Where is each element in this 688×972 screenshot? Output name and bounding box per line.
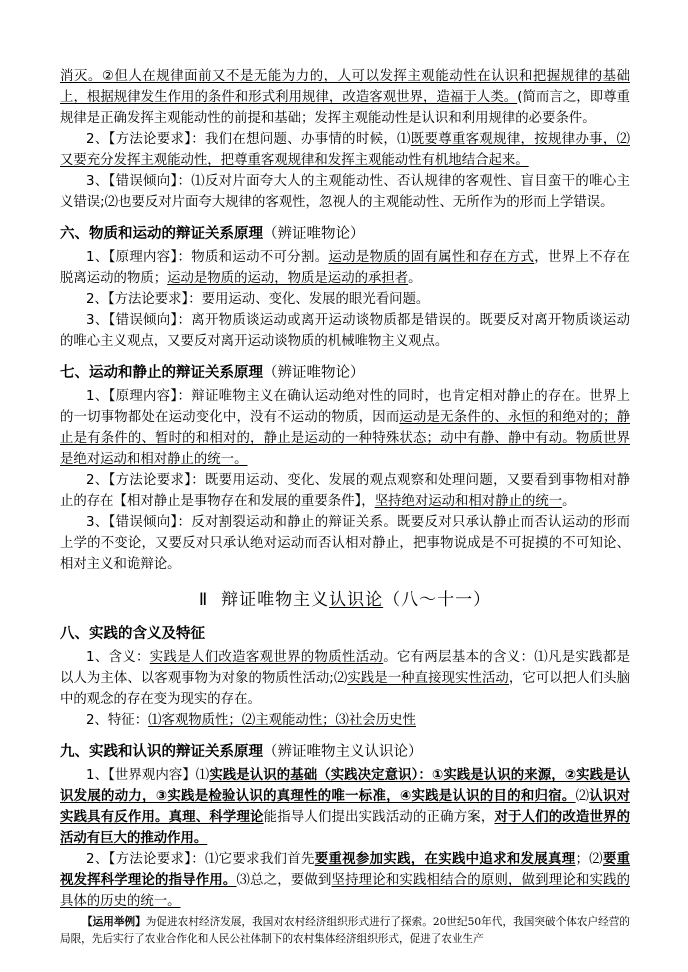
section-7-principle xyxy=(60,386,630,470)
s8-underline-2: 实践是一种直接现实性活动 xyxy=(347,671,509,686)
s9-method-a: 2、【方法论要求】：⑴它要求我们首先 xyxy=(86,852,315,867)
s8-features-label: 2、特征： xyxy=(86,713,149,728)
section-8-heading: 八、实践的含义及特征 xyxy=(60,626,205,642)
law-continuation-paragraph xyxy=(60,66,630,129)
s8-underline-1: 实践是人们改造客观世界的物质性活动 xyxy=(149,650,384,665)
section-6-method: 2、【方法论要求】：要用运动、变化、发展的眼光看问题。 xyxy=(86,292,430,307)
section-6-tag: （辨证唯物论） xyxy=(263,226,365,242)
s9-method-underline-3: 坚持理论和实践相结合的原则，做到理论和实践的具体的历史的统一。 xyxy=(60,873,631,909)
s6-text-c: 。 xyxy=(408,271,422,286)
part-2-title-underlined: 认识论 xyxy=(329,590,384,610)
s7-underline: 运动是无条件的、永恒的和绝对的；静止是有条件的、暂时的和相对的，静止是运动的一种特殊状态；动中有静、静中有动。物质世界是绝对运动和相对静止的统一。 xyxy=(60,410,631,467)
section-6-principle xyxy=(60,247,630,289)
part-2-numeral: Ⅱ xyxy=(198,590,209,610)
s9-text-c: 能指导人们提出实践活动的正确方案， xyxy=(263,810,495,825)
part-2-title-a: 辩证唯物主义 xyxy=(221,590,330,610)
s9-method-b: ；⑵ xyxy=(575,852,603,867)
s9-underline-bold-1: 实践是认识的基础（实践决定意识）：①实践是认识的来源，②实践是认识发展的动力，③实践是检验认识的真理性的唯一标准，④实践是认识的目的和归宿。 xyxy=(60,768,630,804)
s8-text-a: 1、含义： xyxy=(86,650,150,665)
s6-underline-2: 运动是物质的运动，物质是运动的承担者 xyxy=(167,271,409,286)
s9-underline-bold-3: 对于人们的改造世界的活动有巨大的推动作用。 xyxy=(60,810,631,846)
example-label: 【运用举例】 xyxy=(82,916,146,928)
law-error-paragraph: 3、【错误倾向】：⑴反对片面夸大人的主观能动性、否认规律的客观性、盲目蛮干的唯心主义错误;⑵也要反对片面夸大规律的客观性，忽视人的主观能动性、无所作为的形而上学错误。 xyxy=(60,174,630,210)
s7-method-b: 。 xyxy=(562,494,576,509)
s8-text-b: 。它有两层基本的含义：⑴凡是实践都是以人为主体、以客观事物为对象的物质性活动;⑵ xyxy=(60,650,631,686)
s7-method-a: 2、【方法论要求】：既要用运动、变化、发展的观点观察和处理问题，又要看到事物相对静止的存在【相对静止是事物存在和发展的重要条件】， xyxy=(60,473,630,509)
s7-text-a: 1、【原理内容】：辩证唯物主义在确认运动绝对性的同时，也肯定相对静止的存在。世界上的一切事物都处在运动变化中，没有不运动的物质，因而 xyxy=(60,389,630,425)
law-summary-tail: (简而言之，即尊重规律是正确发挥主观能动性的前提和基础；发挥主观能动性是认识和利用规律的必要条件。 xyxy=(60,90,631,126)
section-9-worldview xyxy=(60,765,630,849)
law-summary-underlined: 消灭。②但人在规律面前又不是无能为力的，人可以发挥主观能动性在认识和把握规律的基础上，根据规律发生作用的条件和形式利用规律，改造客观世界，造福于人类。 xyxy=(60,69,630,105)
section-9-title: 九、实践和认识的辩证关系原理 xyxy=(60,744,263,760)
section-7-method xyxy=(60,470,630,512)
example-paragraph xyxy=(60,914,630,948)
s7-method-underline: 坚持绝对运动和相对静止的统一 xyxy=(374,494,563,509)
s8-text-c: ，它可以把人们头脑中的观念的存在变为现实的存在。 xyxy=(60,671,631,707)
section-6-error: 3、【错误倾向】：离开物质谈运动或离开运动谈物质都是错误的。既要反对离开物质谈运动的唯心主义观点，又要反对离开运动谈物质的机械唯物主义观点。 xyxy=(60,313,630,349)
s6-underline-1: 运动是物质的固有属性和存在方式 xyxy=(328,250,535,265)
example-text: 为促进农村经济发展，我国对农村经济组织形式进行了探索。20世纪50年代，我国突破个体农户经营的局限，先后实行了农业合作化和人民公社体制下的农村集体经济组织形式，促进了农业生产 xyxy=(60,916,630,945)
section-7-heading xyxy=(60,362,630,384)
law-method-underlined: 既要尊重客观规律，按规律办事，⑵又要充分发挥主观能动性，把尊重客观规律和发挥主观能动性有机地结合起来。 xyxy=(60,132,630,168)
s9-text-b: ⑵ xyxy=(575,789,590,804)
section-9-method xyxy=(60,849,630,912)
s9-method-underline-2: 要重视发挥科学理论的指导作用。 xyxy=(60,852,631,888)
section-8-features xyxy=(60,710,630,731)
s9-text-a: 1、【世界观内容】⑴ xyxy=(86,768,210,783)
section-9-tag: （辨证唯物主义认识论） xyxy=(263,744,423,760)
part-2-heading xyxy=(60,587,630,613)
section-7-error: 3、【错误倾向】：反对割裂运动和静止的辩证关系。既要反对只承认静止而否认运动的形而上学的不变论，又要反对只承认绝对运动而否认相对静止，把事物说成是不可捉摸的不可知论、相对主义和诡辩论。 xyxy=(60,515,630,572)
section-6-title: 六、物质和运动的辩证关系原理 xyxy=(60,226,263,242)
law-method-paragraph xyxy=(60,129,630,171)
s6-text-b: ，世界上不存在脱离运动的物质； xyxy=(60,250,631,286)
section-6-heading xyxy=(60,223,630,245)
section-7-tag: （辨证唯物论） xyxy=(263,365,365,381)
section-9-heading xyxy=(60,741,630,763)
part-2-range: （八～十一） xyxy=(383,590,492,610)
s9-method-underline-1: 要重视参加实践，在实践中追求和发展真理 xyxy=(314,852,576,867)
s6-text-a: 1、【原理内容】：物质和运动不可分割。 xyxy=(86,250,329,265)
law-method-label: 2、【方法论要求】：我们在想问题、办事情的时候，⑴ xyxy=(86,132,411,147)
document-page xyxy=(60,66,630,948)
s8-features-underlined: ⑴客观物质性；⑵主观能动性；⑶社会历史性 xyxy=(148,713,416,728)
s9-method-c: ⑶总之，要做到 xyxy=(236,873,332,888)
s9-underline-bold-2: 认识对实践具有反作用。真理、科学理论 xyxy=(60,789,631,825)
section-7-title: 七、运动和静止的辩证关系原理 xyxy=(60,365,263,381)
section-8-meaning xyxy=(60,647,630,710)
